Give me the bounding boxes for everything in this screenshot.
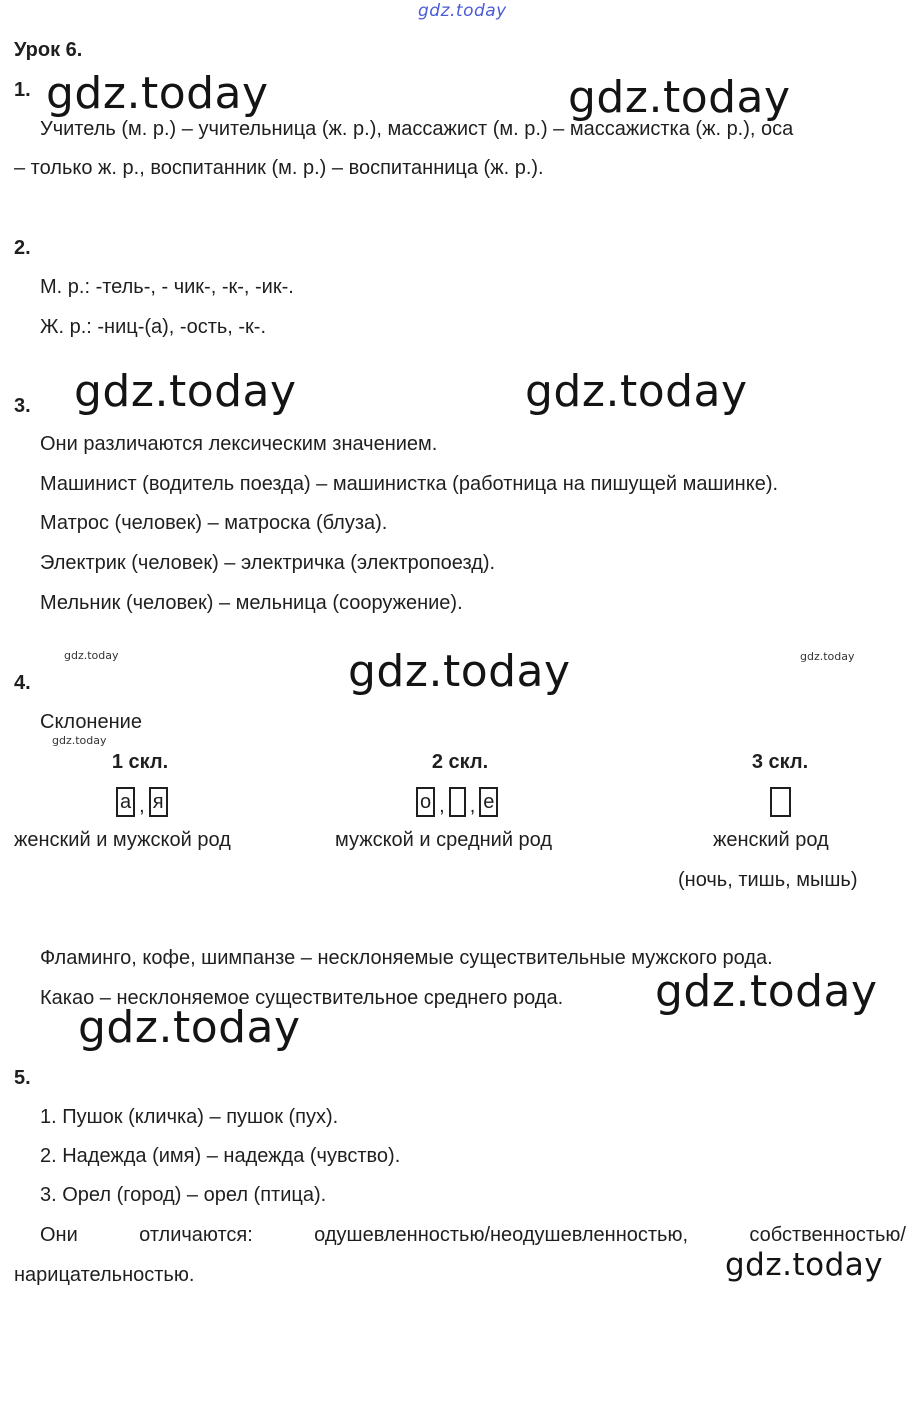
declension-2-endings: о , , е: [416, 787, 498, 817]
task-5-number: 5.: [14, 1067, 31, 1089]
declension-1-title: 1 скл.: [111, 751, 169, 773]
watermark-small: gdz.today: [64, 649, 119, 662]
watermark: gdz.today: [46, 68, 269, 119]
ending-box: е: [479, 787, 498, 817]
ending-box-empty: [770, 787, 791, 817]
watermark-top: gdz.today: [418, 1, 507, 21]
task-4-number: 4.: [14, 672, 31, 694]
task-3-line: Электрик (человек) – электричка (электропоезд).: [40, 552, 496, 574]
task-3-line: Машинист (водитель поезда) – машинистка (работница на пишущей машинке).: [40, 473, 779, 495]
watermark: gdz.today: [655, 966, 878, 1017]
watermark: gdz.today: [525, 366, 748, 417]
task-5-line: 3. Орел (город) – орел (птица).: [40, 1184, 327, 1206]
declension-3-examples: (ночь, тишь, мышь): [678, 869, 858, 891]
watermark: gdz.today: [568, 72, 791, 123]
watermark: gdz.today: [74, 366, 297, 417]
task-3-number: 3.: [14, 395, 31, 417]
task-2-number: 2.: [14, 237, 31, 259]
ending-box: а: [116, 787, 135, 817]
task-3-line: Матрос (человек) – матроска (блуза).: [40, 512, 388, 534]
task-5-conclusion-end: нарицательностью.: [14, 1264, 195, 1286]
task-1-line: Учитель (м. р.) – учительница (ж. р.), массажист (м. р.) – массажистка (ж. р.), оса: [40, 118, 794, 140]
declension-1-gender: женский и мужской род: [14, 829, 231, 851]
task-1-line: – только ж. р., воспитанник (м. р.) – воспитанница (ж. р.).: [14, 157, 544, 179]
task-5-conclusion: [40, 1225, 906, 1245]
conclusion-word: Они: [40, 1224, 78, 1246]
ending-box: я: [149, 787, 168, 817]
task-2-line: М. р.: -тель-, - чик-, -к-, -ик-.: [40, 276, 294, 298]
task-3-line: Они различаются лексическим значением.: [40, 433, 438, 455]
declension-2-title: 2 скл.: [431, 751, 489, 773]
task-1-number: 1.: [14, 79, 31, 101]
task-5-line: 2. Надежда (имя) – надежда (чувство).: [40, 1145, 401, 1167]
watermark: gdz.today: [348, 646, 571, 697]
conclusion-word: отличаются:: [139, 1224, 253, 1246]
task-5-line: 1. Пушок (кличка) – пушок (пух).: [40, 1106, 339, 1128]
task-3-line: Мельник (человек) – мельница (сооружение).: [40, 592, 463, 614]
watermark-small: gdz.today: [800, 650, 855, 663]
lesson-title: Урок 6.: [14, 39, 83, 61]
conclusion-word: одушевленностью/неодушевленностью,: [314, 1224, 688, 1246]
declension-3-endings: [770, 787, 791, 817]
watermark-small: gdz.today: [52, 734, 107, 747]
task-2-line: Ж. р.: -ниц-(а), -ость, -к-.: [40, 316, 267, 338]
declension-2-gender: мужской и средний род: [335, 829, 553, 851]
ending-box-empty: [449, 787, 466, 817]
conclusion-word: собственностью/: [749, 1224, 906, 1246]
declension-1-endings: а , я: [116, 787, 168, 817]
ending-box: о: [416, 787, 435, 817]
declension-3-gender: женский род: [713, 829, 829, 851]
watermark: gdz.today: [78, 1002, 301, 1053]
watermark: gdz.today: [725, 1247, 884, 1283]
declension-heading: Склонение: [40, 711, 142, 733]
indeclinable-note: Фламинго, кофе, шимпанзе – несклоняемые существительные мужского рода.: [40, 947, 773, 969]
declension-3-title: 3 скл.: [751, 751, 809, 773]
indeclinable-note: Какао – несклоняемое существительное среднего рода.: [40, 987, 564, 1009]
